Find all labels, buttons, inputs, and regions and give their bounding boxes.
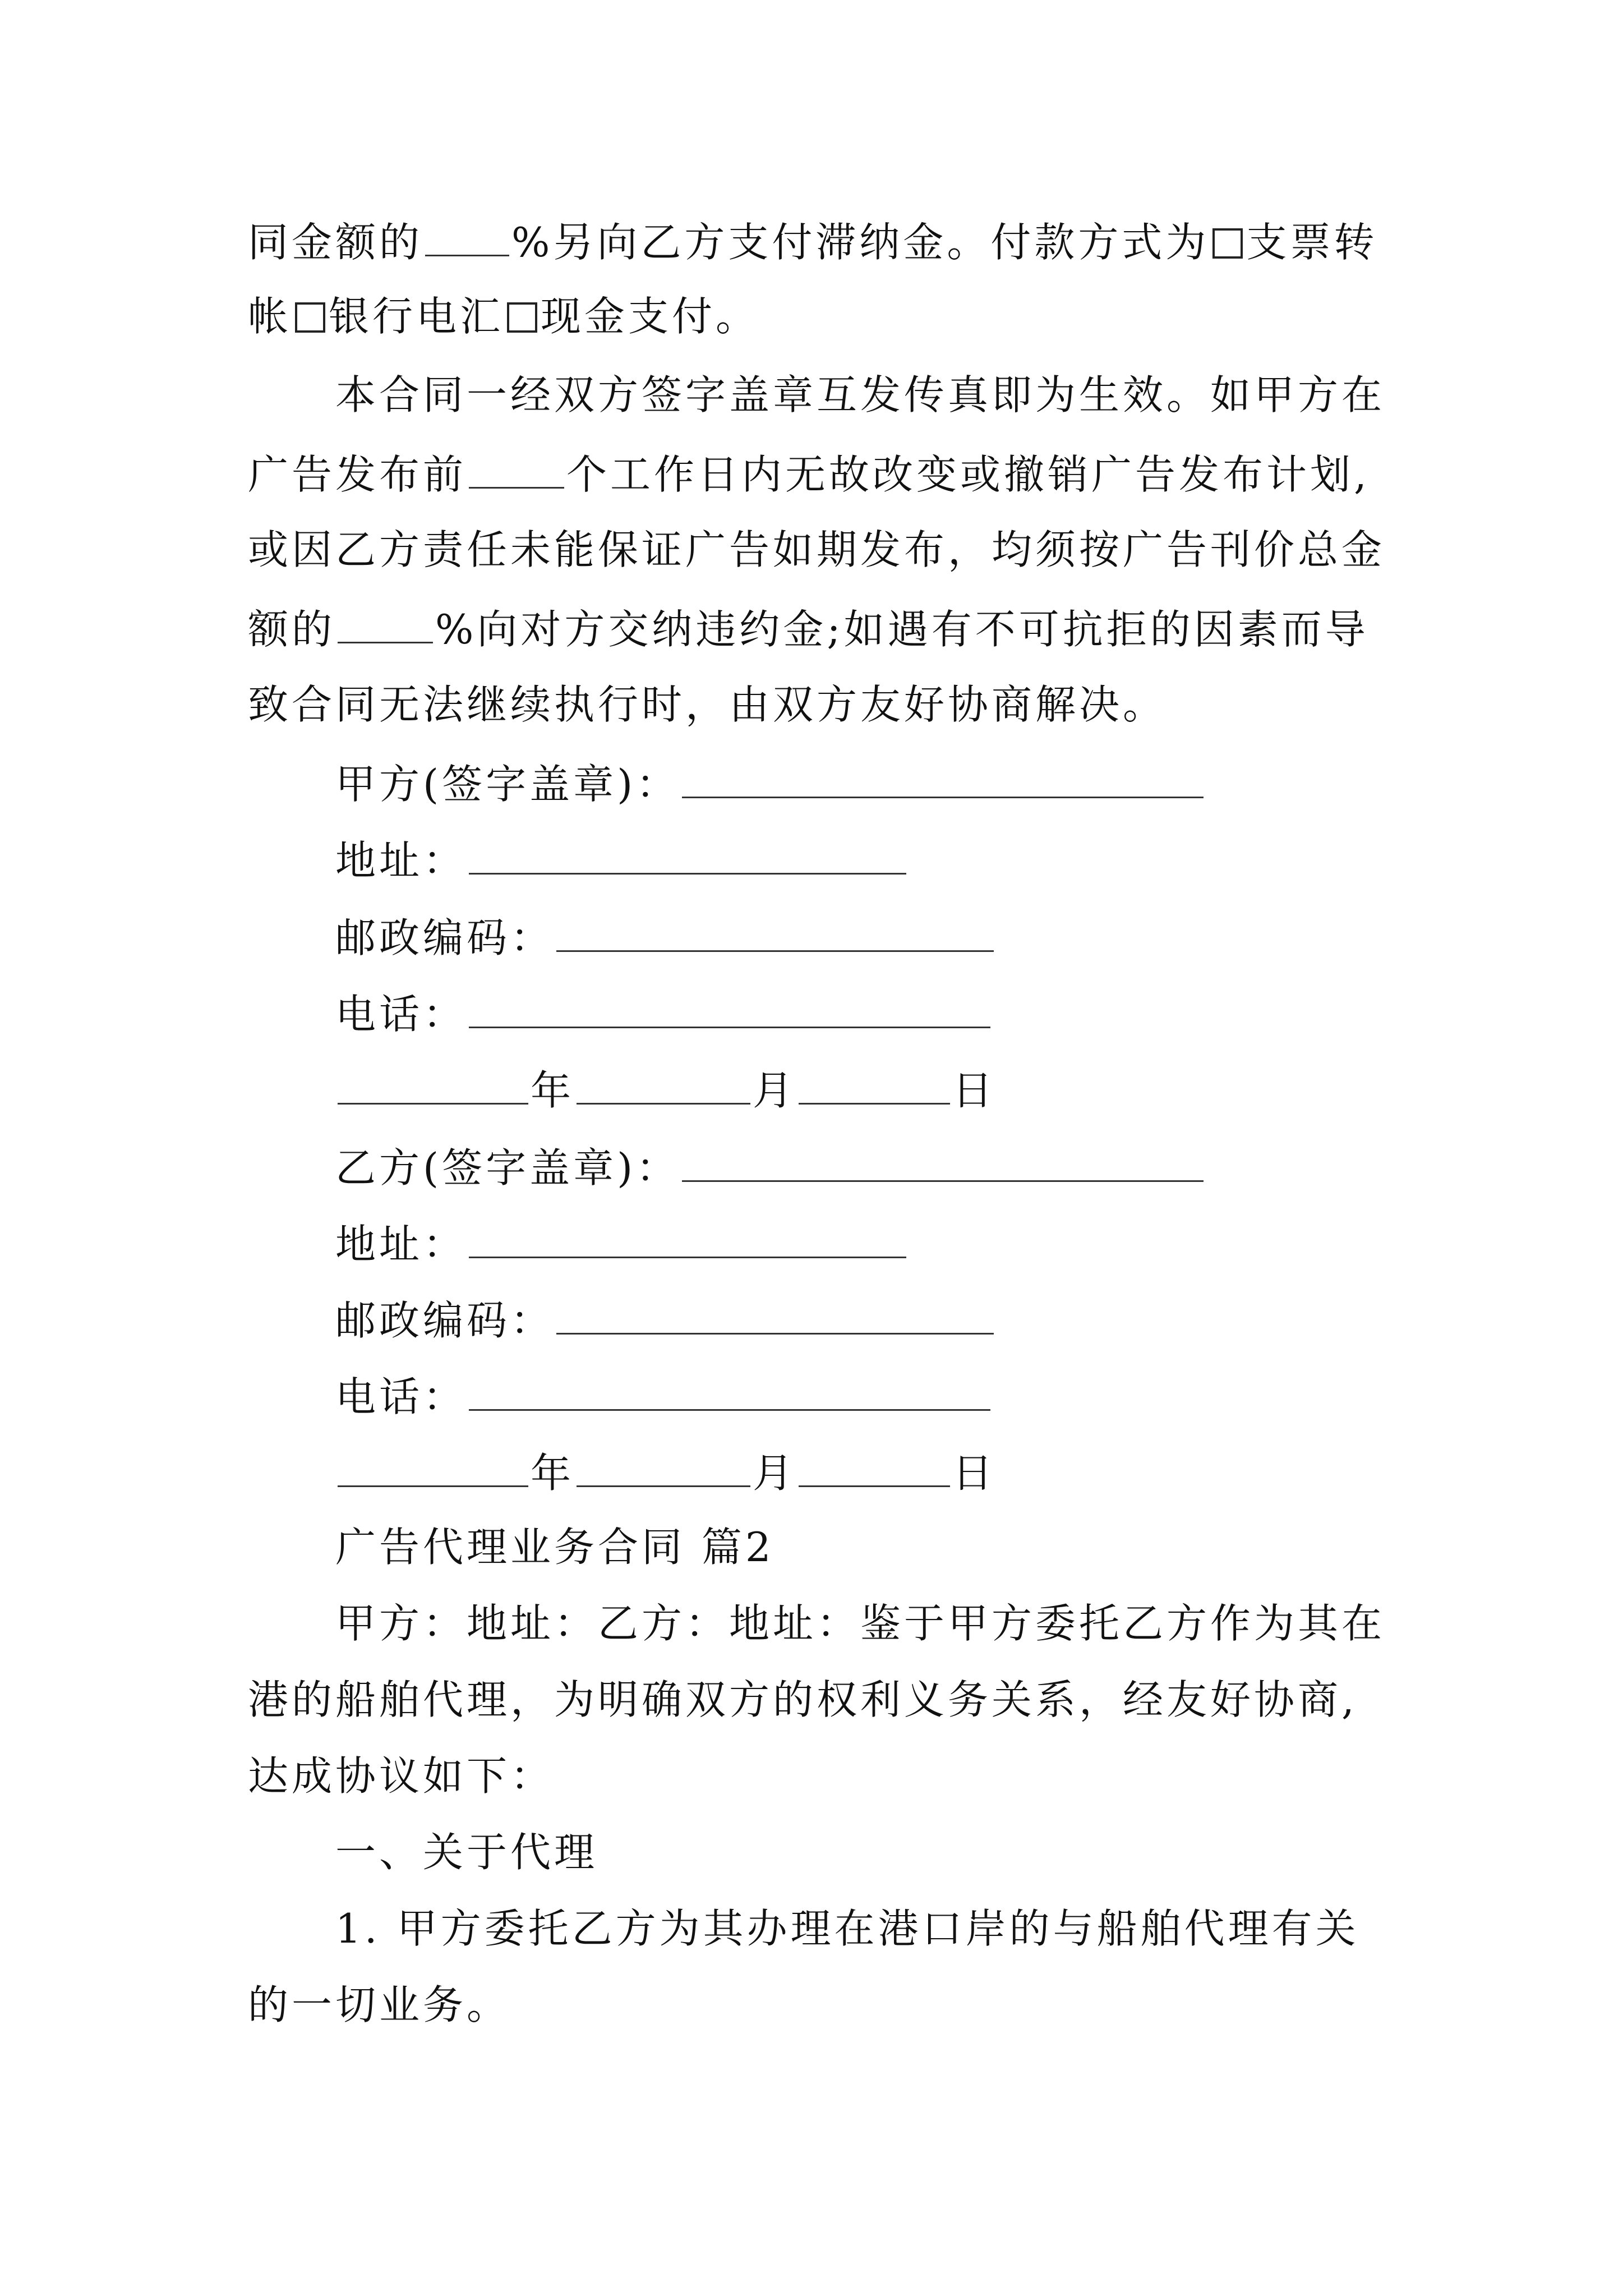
text: 现金支付。 bbox=[541, 293, 760, 340]
month-label: 月 bbox=[753, 1067, 797, 1114]
label: 地址： bbox=[335, 1221, 467, 1268]
label: 邮政编码： bbox=[335, 1297, 555, 1344]
party-b-sign-line bbox=[335, 1144, 1206, 1191]
paragraph-2-line-1: 本合同一经双方签字盖章互发传真即为生效。如甲方在 bbox=[335, 371, 1386, 418]
phone-blank bbox=[469, 1374, 990, 1411]
text: 帐 bbox=[248, 293, 292, 340]
year-label: 年 bbox=[531, 1450, 575, 1497]
party-a-sign-line bbox=[335, 761, 1206, 808]
checkbox-icon bbox=[295, 302, 325, 333]
postcode-blank bbox=[556, 915, 994, 952]
text: %向对方交纳违约金;如遇有不可抗拒的因素而导 bbox=[435, 606, 1369, 653]
paragraph-2-line-2 bbox=[248, 451, 1370, 498]
label: 甲方(签字盖章)： bbox=[335, 761, 680, 808]
month-blank bbox=[577, 1068, 750, 1105]
year-blank bbox=[338, 1068, 528, 1105]
text: 同金额的 bbox=[248, 219, 423, 266]
paragraph-3-line-3: 达成协议如下： bbox=[248, 1752, 555, 1800]
label: 电话： bbox=[335, 1373, 467, 1420]
label: 邮政编码： bbox=[335, 914, 555, 961]
text: 支票转 bbox=[1246, 219, 1378, 266]
heading-1: 一、关于代理 bbox=[335, 1829, 598, 1876]
postcode-blank bbox=[556, 1298, 994, 1335]
year-label: 年 bbox=[531, 1067, 575, 1114]
section-title: 广告代理业务合同 篇2 bbox=[335, 1524, 774, 1571]
paragraph-1-line-2 bbox=[248, 293, 760, 340]
month-label: 月 bbox=[753, 1450, 797, 1497]
paragraph-2-line-4 bbox=[248, 606, 1369, 653]
party-b-date-line bbox=[335, 1450, 997, 1497]
label: 电话： bbox=[335, 991, 467, 1038]
paragraph-3-line-2: 港的船舶代理，为明确双方的权利义务关系，经友好协商, bbox=[248, 1676, 1358, 1723]
signature-blank bbox=[682, 762, 1204, 798]
address-blank bbox=[469, 1222, 906, 1258]
day-blank bbox=[799, 1068, 950, 1105]
party-b-address-line bbox=[335, 1221, 909, 1268]
blank-field bbox=[425, 220, 509, 256]
party-a-phone-line bbox=[335, 991, 993, 1038]
phone-blank bbox=[469, 992, 990, 1028]
party-a-date-line bbox=[335, 1067, 997, 1114]
month-blank bbox=[577, 1451, 750, 1487]
text: 个工作日内无故改变或撤销广告发布计划, bbox=[566, 451, 1370, 498]
paragraph-3-line-1: 甲方：地址：乙方：地址：鉴于甲方委托乙方作为其在 bbox=[335, 1600, 1386, 1647]
text: 额的 bbox=[248, 606, 336, 653]
party-a-address-line bbox=[335, 837, 909, 884]
paragraph-2-line-5: 致合同无法继续执行时，由双方友好协商解决。 bbox=[248, 681, 1167, 728]
address-blank bbox=[469, 838, 906, 875]
party-a-postcode-line bbox=[335, 914, 996, 961]
day-blank bbox=[799, 1451, 950, 1487]
paragraph-2-line-3: 或因乙方责任未能保证广告如期发布，均须按广告刊价总金 bbox=[248, 526, 1386, 573]
item-1-line-2: 的一切业务。 bbox=[248, 1981, 511, 2028]
checkbox-icon bbox=[507, 302, 537, 333]
blank-field bbox=[469, 452, 564, 489]
day-label: 日 bbox=[952, 1067, 997, 1114]
text: %另向乙方支付滞纳金。付款方式为 bbox=[511, 219, 1210, 266]
text: 银行电汇 bbox=[329, 293, 504, 340]
party-b-postcode-line bbox=[335, 1297, 996, 1344]
checkbox-icon bbox=[1212, 228, 1243, 259]
blank-field bbox=[338, 607, 433, 643]
label: 地址： bbox=[335, 837, 467, 884]
label: 乙方(签字盖章)： bbox=[335, 1144, 680, 1191]
text: 广告发布前 bbox=[248, 451, 467, 498]
signature-blank bbox=[682, 1145, 1204, 1182]
item-1-line-1: 1. 甲方委托乙方为其办理在港口岸的与船舶代理有关 bbox=[335, 1905, 1359, 1952]
day-label: 日 bbox=[952, 1450, 997, 1497]
year-blank bbox=[338, 1451, 528, 1487]
party-b-phone-line bbox=[335, 1373, 993, 1420]
paragraph-1-line-1 bbox=[248, 219, 1378, 266]
